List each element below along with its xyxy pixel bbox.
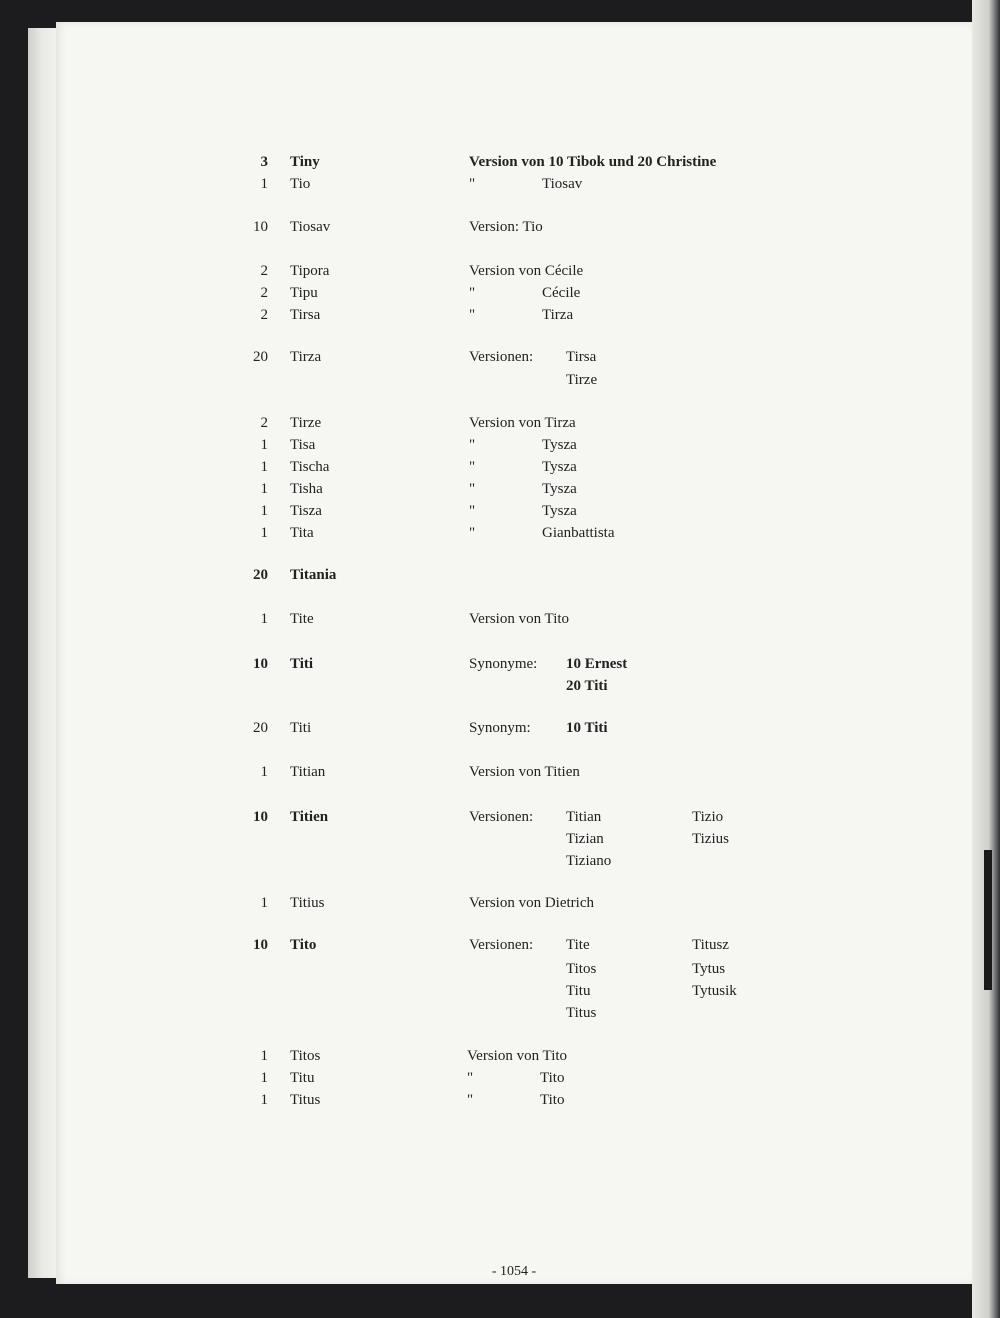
entry-count: 10 bbox=[253, 656, 268, 672]
entry-description: " bbox=[469, 459, 476, 475]
entry-variant-extra: Titusz bbox=[692, 937, 729, 953]
entry-row bbox=[56, 809, 972, 831]
entry-variant: Tysza bbox=[542, 503, 577, 519]
entry-description: Version von Tito bbox=[467, 1048, 568, 1064]
entry-name: Tisha bbox=[290, 481, 323, 497]
entry-count: 20 bbox=[253, 567, 268, 583]
entry-count: 1 bbox=[260, 176, 268, 192]
entry-name: Tischa bbox=[290, 459, 330, 475]
entry-variant: 10 Ernest bbox=[566, 656, 628, 672]
entry-description: Synonym: bbox=[469, 720, 531, 736]
entry-name: Tirsa bbox=[290, 307, 321, 323]
entry-variant: Tiosav bbox=[542, 176, 583, 192]
entry-row bbox=[56, 764, 972, 786]
entry-description: Version von Tito bbox=[469, 611, 570, 627]
entry-row bbox=[56, 1092, 972, 1114]
entry-row bbox=[56, 285, 972, 307]
entry-row bbox=[56, 219, 972, 241]
entry-count: 1 bbox=[260, 525, 268, 541]
entry-name: Titi bbox=[290, 720, 312, 736]
entry-name: Titus bbox=[290, 1092, 321, 1108]
entry-count: 20 bbox=[253, 349, 268, 365]
entry-description: Version von Tirza bbox=[469, 415, 576, 431]
entry-variant: Titian bbox=[566, 809, 602, 825]
entry-variant: Tirsa bbox=[566, 349, 597, 365]
entry-row bbox=[56, 1048, 972, 1070]
entry-variant-extra: Tytus bbox=[692, 961, 726, 977]
entry-variant: Tizian bbox=[566, 831, 604, 847]
entry-row bbox=[56, 525, 972, 547]
entry-variant: Cécile bbox=[542, 285, 581, 301]
entry-name: Titien bbox=[290, 809, 329, 825]
entry-variant-extra: Tizio bbox=[692, 809, 724, 825]
entry-row bbox=[56, 154, 972, 176]
entry-row bbox=[56, 611, 972, 633]
entry-row bbox=[56, 481, 972, 503]
entry-row bbox=[56, 895, 972, 917]
entry-name: Tito bbox=[290, 937, 317, 953]
entry-count: 1 bbox=[260, 481, 268, 497]
entry-description: Versionen: bbox=[469, 349, 534, 365]
entry-count: 10 bbox=[253, 809, 268, 825]
entry-variant: 20 Titi bbox=[566, 678, 608, 694]
entry-count: 2 bbox=[260, 285, 268, 301]
entry-name: Tiosav bbox=[290, 219, 331, 235]
entry-description: Synonyme: bbox=[469, 656, 538, 672]
entry-name: Tite bbox=[290, 611, 314, 627]
entry-variant: Tito bbox=[540, 1092, 565, 1108]
entry-row bbox=[56, 831, 972, 853]
entry-count: 1 bbox=[260, 1070, 268, 1086]
entry-row bbox=[56, 503, 972, 525]
entry-row bbox=[56, 937, 972, 959]
entry-count: 2 bbox=[260, 307, 268, 323]
entry-count: 1 bbox=[260, 459, 268, 475]
entry-count: 1 bbox=[260, 503, 268, 519]
book-spine-edge bbox=[972, 0, 1000, 1318]
entry-row bbox=[56, 307, 972, 329]
entry-description: " bbox=[469, 176, 476, 192]
entry-row bbox=[56, 720, 972, 742]
entry-description: " bbox=[467, 1092, 474, 1108]
entry-variant: Tite bbox=[566, 937, 590, 953]
entry-count: 3 bbox=[260, 154, 268, 170]
entry-name: Tio bbox=[290, 176, 311, 192]
entry-count: 10 bbox=[253, 219, 268, 235]
entry-name: Tirze bbox=[290, 415, 322, 431]
entry-row bbox=[56, 372, 972, 394]
entry-name: Tisa bbox=[290, 437, 316, 453]
entry-variant: Tysza bbox=[542, 437, 577, 453]
entry-row bbox=[56, 263, 972, 285]
entry-row bbox=[56, 437, 972, 459]
entry-description: Version: Tio bbox=[469, 219, 543, 235]
entry-variant: Tito bbox=[540, 1070, 565, 1086]
entry-row bbox=[56, 176, 972, 198]
entry-description: " bbox=[469, 503, 476, 519]
entry-row bbox=[56, 567, 972, 589]
entry-name: Titu bbox=[290, 1070, 315, 1086]
entry-variant: Tiziano bbox=[566, 853, 612, 869]
entry-count: 1 bbox=[260, 1048, 268, 1064]
entry-name: Titian bbox=[290, 764, 326, 780]
page-tab-marker bbox=[984, 850, 992, 990]
entry-variant: Titus bbox=[566, 1005, 597, 1021]
entry-row bbox=[56, 349, 972, 371]
entry-description: Versionen: bbox=[469, 937, 534, 953]
entry-variant: Tirze bbox=[566, 372, 598, 388]
entry-name: Tisza bbox=[290, 503, 322, 519]
entry-description: " bbox=[469, 437, 476, 453]
entry-count: 20 bbox=[253, 720, 268, 736]
entry-name: Titania bbox=[290, 567, 337, 583]
entry-count: 1 bbox=[260, 611, 268, 627]
entry-row bbox=[56, 961, 972, 983]
entry-row bbox=[56, 415, 972, 437]
entry-variant: 10 Titi bbox=[566, 720, 608, 736]
entry-row bbox=[56, 1005, 972, 1027]
entry-row bbox=[56, 656, 972, 678]
entry-row bbox=[56, 678, 972, 700]
entry-variant: Tysza bbox=[542, 481, 577, 497]
entry-variant-extra: Tizius bbox=[692, 831, 729, 847]
entry-name: Tipora bbox=[290, 263, 330, 279]
entry-description: " bbox=[469, 481, 476, 497]
entry-variant: Gianbattista bbox=[542, 525, 615, 541]
entry-name: Titius bbox=[290, 895, 325, 911]
entry-variant: Tysza bbox=[542, 459, 577, 475]
entry-variant: Titu bbox=[566, 983, 591, 999]
entry-count: 1 bbox=[260, 764, 268, 780]
entry-description: Version von Dietrich bbox=[469, 895, 594, 911]
entry-count: 2 bbox=[260, 263, 268, 279]
entry-name: Titos bbox=[290, 1048, 321, 1064]
entry-variant-extra: Tytusik bbox=[692, 983, 737, 999]
entry-row bbox=[56, 853, 972, 875]
page-number: - 1054 - bbox=[491, 1264, 537, 1279]
entry-count: 2 bbox=[260, 415, 268, 431]
entry-description: Version von Cécile bbox=[469, 263, 584, 279]
entry-count: 10 bbox=[253, 937, 268, 953]
entry-name: Tiny bbox=[290, 154, 320, 170]
entry-row bbox=[56, 983, 972, 1005]
entry-description: Version von 10 Tibok und 20 Christine bbox=[469, 154, 717, 170]
entry-name: Tita bbox=[290, 525, 314, 541]
document-page bbox=[56, 22, 972, 1284]
entry-count: 1 bbox=[260, 1092, 268, 1108]
entry-description: Versionen: bbox=[469, 809, 534, 825]
entry-row bbox=[56, 1070, 972, 1092]
entry-name: Tipu bbox=[290, 285, 318, 301]
entry-name: Titi bbox=[290, 656, 314, 672]
entry-variant: Tirza bbox=[542, 307, 574, 323]
entry-count: 1 bbox=[260, 437, 268, 453]
entry-count: 1 bbox=[260, 895, 268, 911]
entry-description: " bbox=[469, 285, 476, 301]
entry-description: " bbox=[469, 525, 476, 541]
entry-variant: Titos bbox=[566, 961, 597, 977]
entry-description: Version von Titien bbox=[469, 764, 580, 780]
entry-name: Tirza bbox=[290, 349, 322, 365]
entry-description: " bbox=[469, 307, 476, 323]
entry-row bbox=[56, 459, 972, 481]
entry-description: " bbox=[467, 1070, 474, 1086]
